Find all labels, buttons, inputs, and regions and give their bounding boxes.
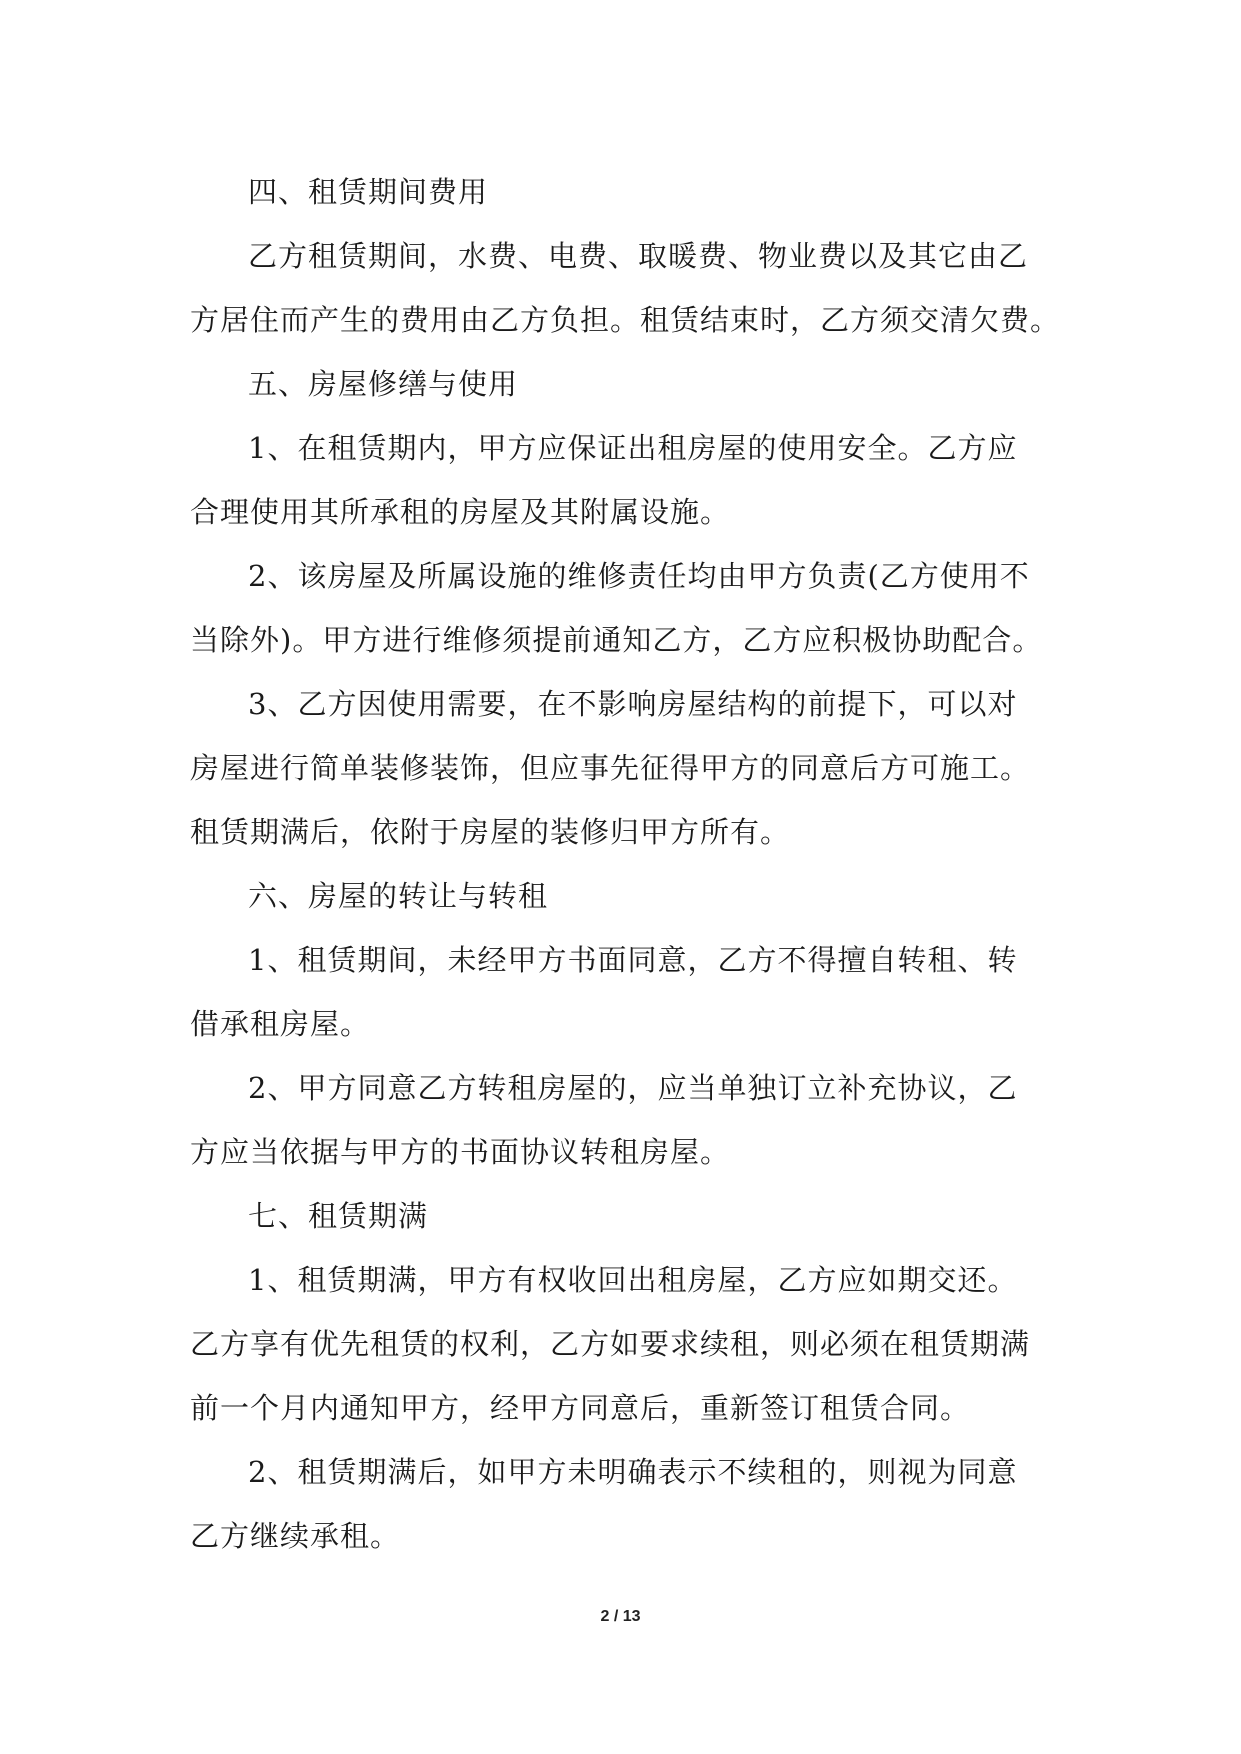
text-line: 1、租赁期间，未经甲方书面同意，乙方不得擅自转租、转 xyxy=(248,943,1018,977)
text-line: 方应当依据与甲方的书面协议转租房屋。 xyxy=(190,1135,731,1169)
text-line: 2、该房屋及所属设施的维修责任均由甲方负责(乙方使用不 xyxy=(248,559,1030,593)
text-line: 房屋进行简单装修装饰，但应事先征得甲方的同意后方可施工。 xyxy=(190,751,1031,785)
text-line: 乙方继续承租。 xyxy=(190,1519,401,1553)
paragraph xyxy=(190,1056,1070,1184)
paragraph xyxy=(190,672,1070,864)
section-heading-fees: 四、租赁期间费用 xyxy=(248,175,489,209)
document-body xyxy=(190,160,1070,1568)
text-line: 租赁期满后，依附于房屋的装修归甲方所有。 xyxy=(190,815,791,849)
text-line: 乙方享有优先租赁的权利，乙方如要求续租，则必须在租赁期满 xyxy=(190,1327,1031,1361)
text-line: 1、租赁期满，甲方有权收回出租房屋，乙方应如期交还。 xyxy=(248,1263,1018,1297)
section-heading-sublease: 六、房屋的转让与转租 xyxy=(248,879,549,913)
section-heading-repair: 五、房屋修缮与使用 xyxy=(248,367,519,401)
paragraph xyxy=(190,224,1070,352)
text-line: 2、租赁期满后，如甲方未明确表示不续租的，则视为同意 xyxy=(248,1455,1018,1489)
paragraph xyxy=(190,1248,1070,1440)
text-line: 3、乙方因使用需要，在不影响房屋结构的前提下，可以对 xyxy=(248,687,1018,721)
page-number: 2 / 13 xyxy=(600,1608,641,1625)
text-line: 合理使用其所承租的房屋及其附属设施。 xyxy=(190,495,731,529)
paragraph xyxy=(190,544,1070,672)
text-line: 乙方租赁期间，水费、电费、取暖费、物业费以及其它由乙 xyxy=(248,239,1029,273)
text-line: 2、甲方同意乙方转租房屋的，应当单独订立补充协议，乙 xyxy=(248,1071,1018,1105)
text-line: 1、在租赁期内，甲方应保证出租房屋的使用安全。乙方应 xyxy=(248,431,1018,465)
text-line: 当除外)。甲方进行维修须提前通知乙方，乙方应积极协助配合。 xyxy=(190,623,1043,657)
section-heading-expiry: 七、租赁期满 xyxy=(248,1199,429,1233)
text-line: 前一个月内通知甲方，经甲方同意后，重新签订租赁合同。 xyxy=(190,1391,971,1425)
text-line: 借承租房屋。 xyxy=(190,1007,371,1041)
paragraph xyxy=(190,928,1070,1056)
paragraph xyxy=(190,1440,1070,1568)
text-line: 方居住而产生的费用由乙方负担。租赁结束时，乙方须交清欠费。 xyxy=(190,303,1061,337)
paragraph xyxy=(190,416,1070,544)
